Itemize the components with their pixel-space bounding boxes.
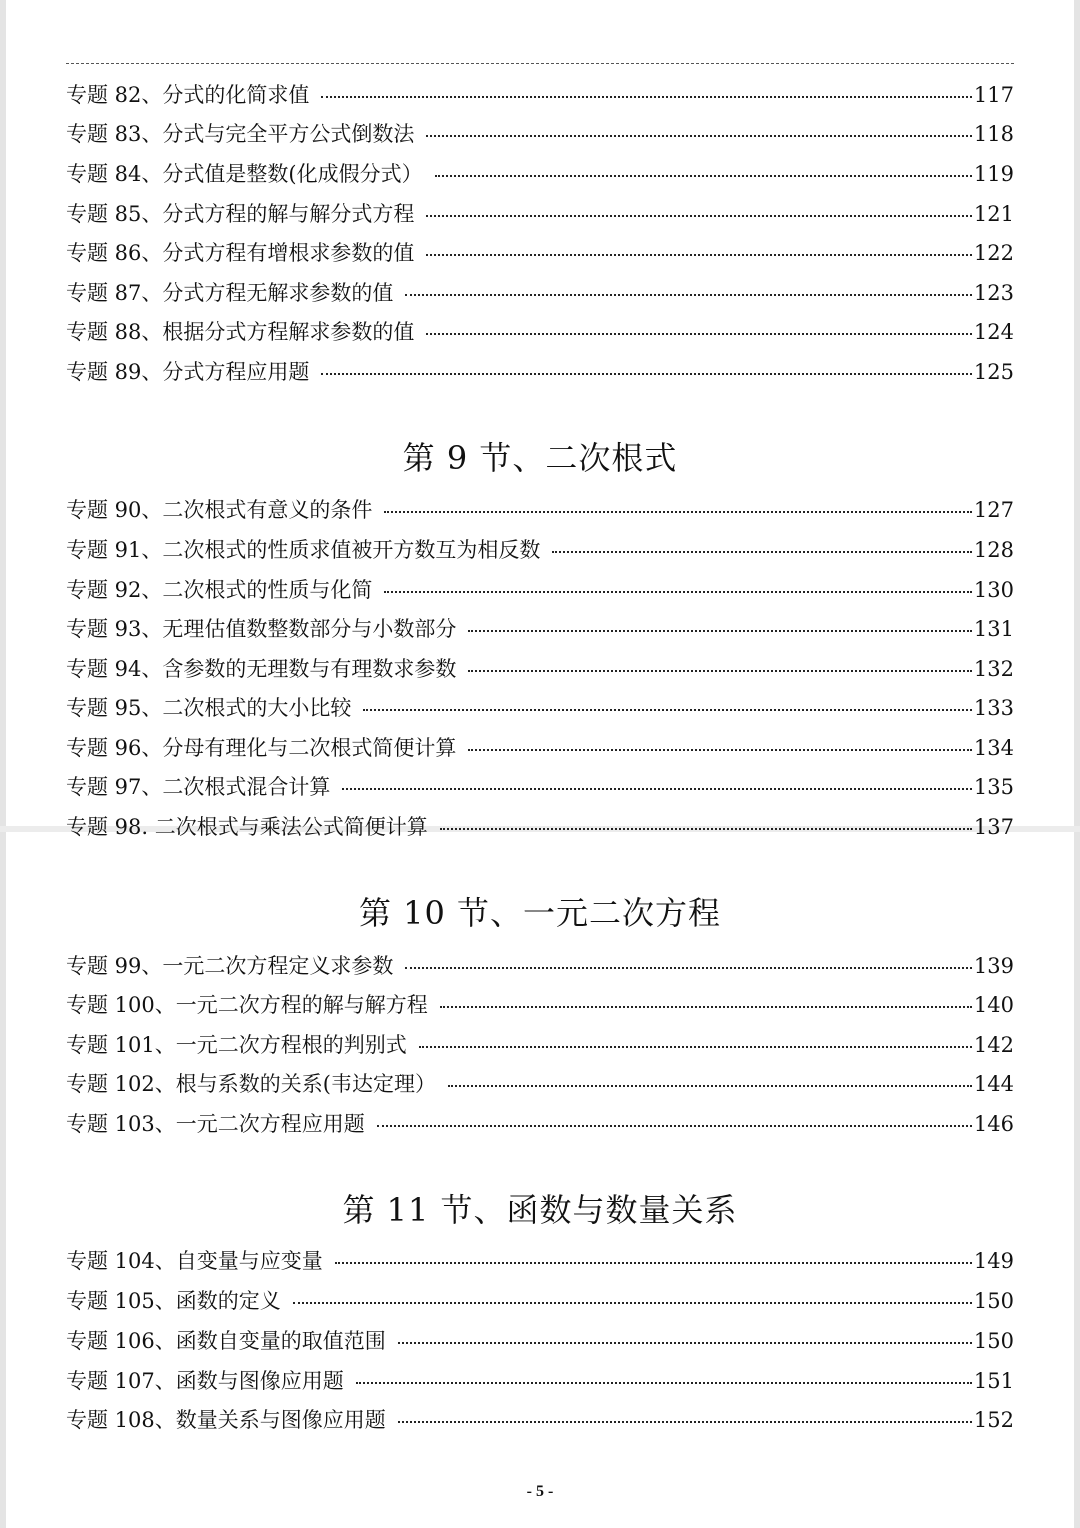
toc-entry-title: 专题 105、函数的定义 (66, 1289, 281, 1313)
dot-leader (426, 135, 972, 137)
toc-entry[interactable] (66, 1366, 1014, 1396)
dot-leader (321, 373, 972, 375)
toc-entry-title: 专题 85、分式方程的解与解分式方程 (66, 202, 415, 226)
toc-entry[interactable] (66, 733, 1014, 763)
toc-entry-title: 专题 93、无理估值数整数部分与小数部分 (66, 617, 457, 641)
dot-leader (468, 749, 972, 751)
toc-entry-title: 专题 106、函数自变量的取值范围 (66, 1329, 386, 1353)
toc-entry-page: 124 (973, 320, 1014, 344)
toc-entry-page: 139 (973, 954, 1014, 978)
toc-entry-page: 151 (973, 1369, 1014, 1393)
toc-entry-page: 149 (973, 1249, 1014, 1273)
toc-entry-page: 119 (973, 162, 1014, 186)
toc-entry[interactable] (66, 317, 1014, 347)
toc-entry-page: 122 (973, 241, 1014, 265)
dot-leader (342, 788, 972, 790)
toc-entry-page: 152 (973, 1408, 1014, 1432)
toc-entry-page: 130 (973, 578, 1014, 602)
dot-leader (384, 591, 972, 593)
toc-entry-page: 131 (973, 617, 1014, 641)
dot-leader (419, 1046, 972, 1048)
toc-entry-title: 专题 92、二次根式的性质与化简 (66, 578, 373, 602)
dot-leader (426, 254, 972, 256)
toc-entry[interactable] (66, 495, 1014, 525)
toc-entry-title: 专题 104、自变量与应变量 (66, 1249, 323, 1273)
toc-entry-title: 专题 89、分式方程应用题 (66, 360, 310, 384)
toc-entry-title: 专题 94、含参数的无理数与有理数求参数 (66, 657, 457, 681)
toc-entry[interactable] (66, 812, 1014, 842)
toc-entry-title: 专题 103、一元二次方程应用题 (66, 1112, 365, 1136)
toc-entry-page: 135 (973, 775, 1014, 799)
toc-entry-title: 专题 84、分式值是整数(化成假分式） (66, 162, 423, 186)
dot-leader (398, 1342, 972, 1344)
toc-entry[interactable] (66, 1109, 1014, 1139)
toc-entry[interactable] (66, 1326, 1014, 1356)
toc-entry-title: 专题 91、二次根式的性质求值被开方数互为相反数 (66, 538, 541, 562)
toc-entry-page: 127 (973, 498, 1014, 522)
section-heading: 第 9 节、二次根式 (402, 439, 678, 477)
toc-entry-page: 123 (973, 281, 1014, 305)
dot-leader (293, 1302, 972, 1304)
toc-entry[interactable] (66, 357, 1014, 387)
toc-entry-title: 专题 96、分母有理化与二次根式简便计算 (66, 736, 457, 760)
dot-leader (384, 511, 972, 513)
toc-entry[interactable] (66, 951, 1014, 981)
toc-entry-title: 专题 97、二次根式混合计算 (66, 775, 331, 799)
toc-entry-page: 150 (973, 1329, 1014, 1353)
toc-entry-title: 专题 102、根与系数的关系(韦达定理） (66, 1072, 436, 1096)
toc-entry-page: 128 (973, 538, 1014, 562)
toc-entry[interactable] (66, 693, 1014, 723)
toc-entry[interactable] (66, 1030, 1014, 1060)
toc-entry[interactable] (66, 278, 1014, 308)
toc-entry[interactable] (66, 535, 1014, 565)
toc-entry-page: 121 (973, 202, 1014, 226)
dot-leader (426, 333, 972, 335)
dot-leader (440, 828, 972, 830)
toc-entry-page: 137 (973, 815, 1014, 839)
toc-entry[interactable] (66, 1246, 1014, 1276)
dot-leader (335, 1262, 972, 1264)
toc-entry-page: 150 (973, 1289, 1014, 1313)
toc-entry-title: 专题 101、一元二次方程根的判别式 (66, 1033, 407, 1057)
toc-entry-title: 专题 108、数量关系与图像应用题 (66, 1408, 386, 1432)
toc-entry-page: 117 (973, 83, 1014, 107)
toc-entry[interactable] (66, 772, 1014, 802)
dot-leader (321, 96, 972, 98)
toc-entry-title: 专题 100、一元二次方程的解与解方程 (66, 993, 428, 1017)
dot-leader (552, 551, 972, 553)
dot-leader (468, 630, 972, 632)
toc-entry[interactable] (66, 1069, 1014, 1099)
toc-entry-page: 134 (973, 736, 1014, 760)
toc-entry-page: 125 (973, 360, 1014, 384)
dot-leader (468, 670, 972, 672)
section-heading: 第 11 节、函数与数量关系 (342, 1191, 738, 1229)
dot-leader (363, 709, 972, 711)
page-edge-shadow (0, 0, 6, 1528)
dot-leader (448, 1085, 972, 1087)
toc-entry[interactable] (66, 990, 1014, 1020)
toc-entry-page: 132 (973, 657, 1014, 681)
dot-leader (405, 967, 972, 969)
toc-entry-title: 专题 86、分式方程有增根求参数的值 (66, 241, 415, 265)
toc-entry[interactable] (66, 1286, 1014, 1316)
toc-entry-page: 118 (973, 122, 1014, 146)
toc-entry-title: 专题 107、函数与图像应用题 (66, 1369, 344, 1393)
toc-entry[interactable] (66, 614, 1014, 644)
dot-leader (435, 175, 972, 177)
toc-entry-title: 专题 87、分式方程无解求参数的值 (66, 281, 394, 305)
toc-entry-page: 146 (973, 1112, 1014, 1136)
toc-entry-title: 专题 98. 二次根式与乘法公式简便计算 (66, 815, 428, 839)
top-dashed-rule (66, 63, 1014, 64)
section-heading: 第 10 节、一元二次方程 (358, 894, 722, 932)
toc-entry[interactable] (66, 159, 1014, 189)
toc-entry-title: 专题 95、二次根式的大小比较 (66, 696, 352, 720)
toc-entry[interactable] (66, 199, 1014, 229)
toc-entry-page: 133 (973, 696, 1014, 720)
dot-leader (377, 1125, 972, 1127)
dot-leader (405, 294, 972, 296)
toc-entry-page: 142 (973, 1033, 1014, 1057)
toc-entry-title: 专题 99、一元二次方程定义求参数 (66, 954, 394, 978)
toc-entry[interactable] (66, 119, 1014, 149)
toc-entry-title: 专题 88、根据分式方程解求参数的值 (66, 320, 415, 344)
toc-entry-title: 专题 82、分式的化简求值 (66, 83, 310, 107)
toc-entry-page: 144 (973, 1072, 1014, 1096)
toc-entry[interactable] (66, 575, 1014, 605)
dot-leader (398, 1421, 972, 1423)
toc-entry[interactable] (66, 654, 1014, 684)
toc-entry[interactable] (66, 1405, 1014, 1435)
dot-leader (426, 215, 972, 217)
page-edge-shadow (1074, 0, 1080, 1528)
dot-leader (440, 1006, 972, 1008)
dot-leader (356, 1382, 972, 1384)
toc-entry[interactable] (66, 80, 1014, 110)
toc-entry-title: 专题 83、分式与完全平方公式倒数法 (66, 122, 415, 146)
toc-entry-title: 专题 90、二次根式有意义的条件 (66, 498, 373, 522)
toc-entry-page: 140 (973, 993, 1014, 1017)
page-number-footer: - 5 - (526, 1483, 554, 1500)
toc-entry[interactable] (66, 238, 1014, 268)
